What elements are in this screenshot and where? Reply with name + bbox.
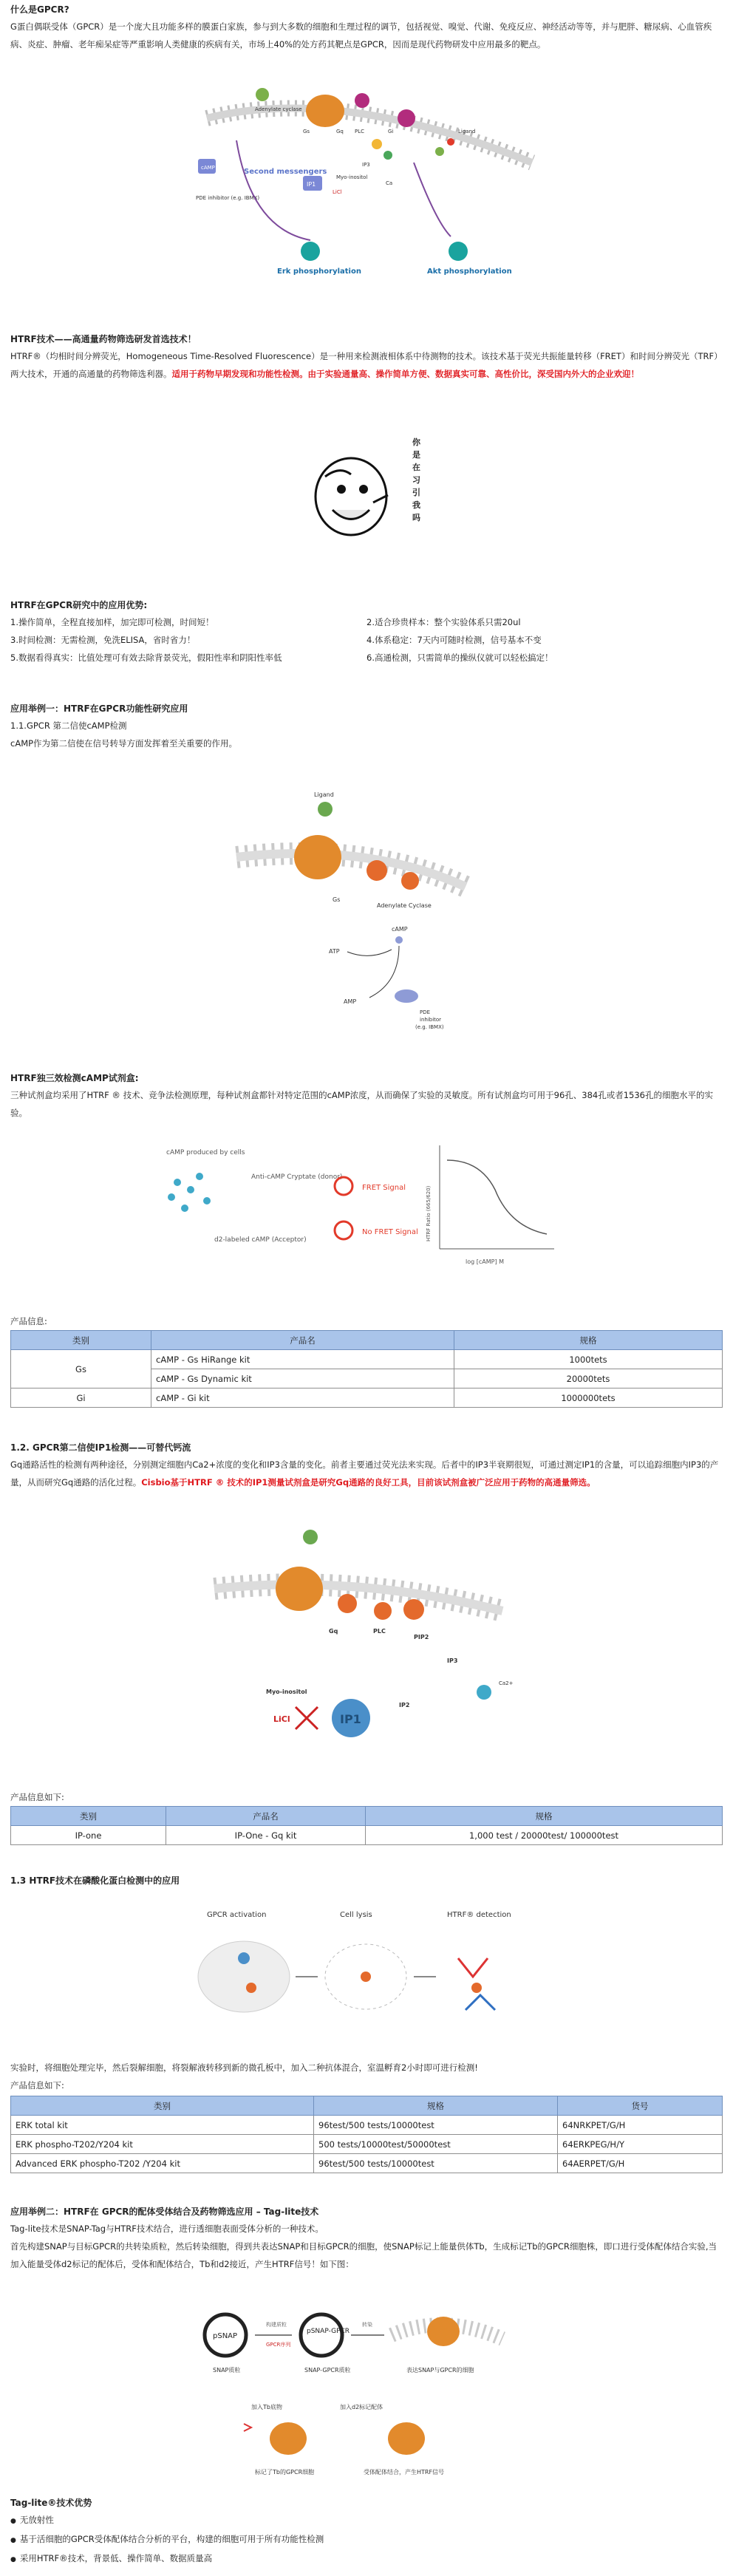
svg-text:LiCl: LiCl	[273, 1714, 290, 1724]
meme-image	[310, 436, 429, 547]
table-row: Advanced ERK phospho-T202 /Y204 kit 96test/500 tests/10000test 64AERPET/G/H	[11, 2154, 723, 2173]
receptor-shape	[294, 835, 341, 879]
svg-text:AMP: AMP	[344, 998, 357, 1005]
meme-caption: 你是在习引我吗	[412, 437, 420, 522]
membrane	[207, 109, 532, 163]
section-what-is-gpcr	[10, 1, 723, 53]
svg-text:IP3: IP3	[362, 162, 370, 168]
svg-text:IP1: IP1	[307, 181, 316, 188]
svg-text:pSNAP-GPCR: pSNAP-GPCR	[307, 2328, 350, 2335]
advantage-item: ● 无放射性	[10, 2511, 723, 2530]
section-title: Tag-lite®技术优势	[10, 2498, 92, 2508]
advantage-item: ● 采用HTRF®技术，背景低、操作简单、数据质量高	[10, 2549, 723, 2569]
gpcr-pathway-figure	[192, 74, 539, 303]
taglite-workflow-figure	[192, 2298, 547, 2483]
svg-text:Gq: Gq	[329, 1628, 338, 1635]
svg-text:Ca2+: Ca2+	[499, 1680, 514, 1686]
svg-text:GPCR序列: GPCR序列	[266, 2342, 291, 2348]
svg-text:(e.g. IBMX): (e.g. IBMX)	[415, 1024, 444, 1030]
svg-text:LiCl: LiCl	[333, 189, 342, 195]
section-example-2	[10, 2204, 723, 2273]
table-header-row: 类别 产品名 规格	[11, 1807, 723, 1826]
erk-circle	[301, 242, 320, 261]
svg-text:HTRF® detection: HTRF® detection	[447, 1911, 511, 1919]
table	[10, 2096, 723, 2173]
adenylate-label: Adenylate cyclase	[255, 106, 302, 112]
advantage-item: 2.适合珍贵样本：整个实验体系只需20ul	[366, 617, 521, 627]
table-caption: 产品信息如下:	[10, 1792, 64, 1802]
svg-text:cAMP produced by cells: cAMP produced by cells	[166, 1149, 245, 1156]
section-body: 首先构建SNAP与目标GPCR的共转染质粒，然后转染细胞，得到共表达SNAP和目标GPCR的细胞，使SNAP标记上能量供体Tb，生成标记Tb的GPCR细胞株，即口进行受体配体结合实验,当加入能量受体d2标记的配体后，受体和配体结合，Tb和d2接近，产生HTRF信号！如下图：	[10, 2241, 717, 2269]
section-body: 实验时，将细胞处理完毕，然后裂解细胞，将裂解液转移到新的微孔板中，加入二种抗体混合，室温孵育2小时即可进行检测!	[10, 2062, 478, 2073]
table-row: ERK phospho-T202/Y204 kit 500 tests/10000test/50000test 64ERKPEG/H/Y	[11, 2135, 723, 2154]
section-title: 什么是GPCR?	[10, 4, 69, 15]
product-table-erk	[10, 2096, 723, 2173]
svg-text:加入Tb底物: 加入Tb底物	[251, 2404, 282, 2410]
section-subtitle: 1.1.GPCR 第二信使cAMP检测	[10, 720, 127, 731]
ligand-shape	[303, 1530, 318, 1544]
svg-text:log [cAMP] M: log [cAMP] M	[466, 1258, 505, 1265]
erk-label: Erk phosphorylation	[277, 268, 361, 276]
receptor-shape	[306, 95, 344, 127]
svg-text:PDE: PDE	[420, 1009, 431, 1015]
svg-text:构建质粒: 构建质粒	[266, 2322, 287, 2328]
svg-text:表达SNAP与GPCR的细胞: 表达SNAP与GPCR的细胞	[406, 2367, 474, 2374]
svg-text:HTRF Ratio (665/620): HTRF Ratio (665/620)	[426, 1185, 432, 1241]
section-body: 三种试剂盒均采用了HTRF ® 技术、竞争法检测原理，每种试剂盒都针对特定范围的cAMP浓度，从而确保了实验的灵敏度。所有试剂盒均可用于96孔、384孔或者1536孔的细胞水平的实验。	[10, 1090, 713, 1118]
svg-text:SNAP-GPCR质粒: SNAP-GPCR质粒	[304, 2367, 351, 2374]
ip1-pathway-figure	[207, 1522, 554, 1759]
table-caption: 产品信息如下:	[10, 2080, 64, 2091]
second-messengers-label: Second messengers	[244, 168, 327, 176]
dose-response-chart	[426, 1145, 554, 1265]
advantage-item: 4.体系稳定：7天内可随时检测，信号基本不变	[366, 635, 542, 645]
gq-label: Gq	[336, 129, 344, 134]
section-body: cAMP作为第二信使在信号转导方面发挥着至关重要的作用。	[10, 738, 238, 749]
table-row: IP-one IP-One - Gq kit 1,000 test / 20000test/ 100000test	[11, 1826, 723, 1845]
section-title: HTRF技术——高通量药物筛选研发首选技术！	[10, 334, 197, 344]
svg-text:PDE inhibitor (e.g. IBMX): PDE inhibitor (e.g. IBMX)	[196, 195, 260, 201]
section-title: HTRF独三效检测cAMP试剂盒:	[10, 1073, 139, 1083]
psnap-gpcr-plasmid	[301, 2314, 342, 2356]
ligand-shape	[318, 802, 333, 817]
ligand-shape	[256, 88, 269, 101]
svg-text:Myo-inositol: Myo-inositol	[266, 1689, 307, 1695]
section-body: G蛋白偶联受体（GPCR）是一个庞大且功能多样的膜蛋白家族，参与到大多数的细胞和生理过程的调节，包括视觉、嗅觉、代谢、免疫反应、神经活动等等，并与肥胖、糖尿病、心血管疾病、炎症、肿瘤、老年痴呆症等严重影响人类健康的疾病有关，市场上40%的处方药其靶点是GPCR，因而是现代药物研发中应用最多的靶点。	[10, 21, 712, 50]
receptor-shape	[276, 1567, 323, 1611]
advantage-item: 3.时间检测：无需检测，免洗ELISA，省时省力！	[10, 635, 196, 645]
svg-text:Ligand: Ligand	[314, 791, 334, 798]
svg-text:IP3: IP3	[447, 1657, 458, 1664]
section-ip1	[10, 1439, 723, 1491]
svg-text:Gs: Gs	[333, 896, 341, 903]
table-header-row: 类别 规格 货号	[11, 2096, 723, 2116]
table-row: ERK total kit 96test/500 tests/10000test 64NRKPET/G/H	[11, 2116, 723, 2135]
svg-text:Cell lysis: Cell lysis	[340, 1911, 372, 1919]
svg-text:cAMP: cAMP	[201, 165, 215, 171]
camp-assay-figure	[155, 1138, 569, 1271]
svg-text:加入d2标记配体: 加入d2标记配体	[340, 2404, 383, 2410]
section-body: Tag-lite技术是SNAP-Tag与HTRF技术结合，进行透细胞表面受体分析的一种技术。	[10, 2224, 324, 2234]
table	[10, 1330, 723, 1408]
section-phospho-body	[10, 2059, 723, 2094]
plc-label: PLC	[355, 129, 365, 134]
gs-label: Gs	[303, 129, 310, 134]
svg-text:inhibitor: inhibitor	[420, 1017, 442, 1023]
section-title: 1.3 HTRF技术在磷酸化蛋白检测中的应用	[10, 1875, 180, 1886]
table-caption: 产品信息:	[10, 1316, 47, 1326]
svg-text:Anti-cAMP Cryptate (donor): Anti-cAMP Cryptate (donor)	[251, 1173, 343, 1181]
table	[10, 1806, 723, 1845]
svg-text:ATP: ATP	[329, 948, 340, 955]
svg-text:pSNAP: pSNAP	[213, 2332, 238, 2340]
svg-text:Adenylate Cyclase: Adenylate Cyclase	[377, 902, 432, 909]
svg-text:Ca: Ca	[386, 180, 393, 186]
svg-text:转染: 转染	[362, 2322, 372, 2328]
akt-circle	[449, 242, 468, 261]
section-phospho	[10, 1873, 723, 1889]
svg-text:PLC: PLC	[373, 1628, 386, 1635]
table-row: Gs cAMP - Gs HiRange kit 1000tets	[11, 1350, 723, 1369]
product-table-camp	[10, 1312, 723, 1408]
svg-text:Myo-inositol: Myo-inositol	[336, 174, 368, 180]
camp-dots	[168, 1173, 211, 1212]
svg-text:标记了Tb的GPCR细胞: 标记了Tb的GPCR细胞	[255, 2469, 315, 2476]
no-fret-signal-label: No FRET Signal	[362, 1228, 418, 1236]
table-header-row: 类别 产品名 规格	[11, 1331, 723, 1350]
camp-pathway-figure	[222, 783, 517, 1057]
svg-text:SNAP质粒: SNAP质粒	[213, 2367, 241, 2374]
section-title: 应用举例一：HTRF在GPCR功能性研究应用	[10, 703, 188, 714]
section-advantages	[10, 597, 723, 667]
svg-text:受体配体结合，产生HTRF信号: 受体配体结合，产生HTRF信号	[364, 2469, 445, 2476]
advantage-item: 5.数据看得真实：比值处理可有效去除背景荧光，假阳性率和阴阳性率低	[10, 652, 282, 663]
section-body: HTRF®（均相时间分辨荧光，Homogeneous Time-Resolved Fluorescence）是一种用来检测液相体系中待测物的技术。该技术基于荧光共振能量转移（FRET）和时间分辨荧光（TRF）两大技术，开通的高通量的药物筛选利器。适用于药物早期发现和功能性检测。由于实验通量高、操作简单方便、数据真实可靠、高性价比，深受国内外大的企业欢迎！	[10, 351, 723, 379]
svg-text:cAMP: cAMP	[392, 926, 408, 933]
membrane	[214, 1584, 502, 1611]
section-example-1	[10, 701, 723, 752]
gi-label: Gi	[388, 129, 394, 134]
svg-text:PIP2: PIP2	[414, 1634, 429, 1640]
akt-label: Akt phosphorylation	[427, 268, 512, 276]
section-title: HTRF在GPCR研究中的应用优势:	[10, 600, 148, 610]
section-camp-kits	[10, 1070, 723, 1122]
ligand-label: Ligand	[458, 129, 476, 134]
product-table-ip1	[10, 1788, 723, 1845]
svg-text:IP1: IP1	[340, 1712, 361, 1726]
svg-text:d2-labeled cAMP (Acceptor): d2-labeled cAMP (Acceptor)	[214, 1236, 307, 1244]
svg-text:IP2: IP2	[399, 1702, 410, 1708]
section-taglite-advantages	[10, 2495, 723, 2569]
membrane	[236, 853, 466, 887]
table-row: Gi cAMP - Gi kit 1000000tets	[11, 1388, 723, 1408]
section-title: 1.2. GPCR第二信使IP1检测——可替代钙流	[10, 1442, 191, 1453]
section-htrf-tech	[10, 331, 723, 383]
table-row: cAMP - Gs Dynamic kit 20000tets	[11, 1369, 723, 1388]
section-body: Gq通路活性的检测有两种途径，分别测定细胞内Ca2+浓度的变化和IP3含量的变化。前者主要通过荧光法来实现。后者中的IP3半衰期很短，可通过测定IP1的含量，可以追踪细胞内IP3的产量，从而研究Gq通路的活化过程。Cisbio基于HTRF ® 技术的IP1测量试剂盒是研究Gq通路的良好工具，目前该试剂盒被广泛应用于药物的高通量筛选。	[10, 1459, 719, 1488]
section-title: 应用举例二：HTRF在 GPCR的配体受体结合及药物筛选应用 – Tag-lite技术	[10, 2207, 319, 2217]
svg-text:GPCR activation: GPCR activation	[207, 1911, 267, 1919]
phospho-workflow-figure	[192, 1907, 547, 2032]
advantage-item: ● 基于活细胞的GPCR受体配体结合分析的平台，构建的细胞可用于所有功能性检测	[10, 2530, 723, 2549]
fret-signal-label: FRET Signal	[362, 1184, 406, 1192]
advantage-item: 1.操作简单，全程直接加样，加完即可检测，时间短！	[10, 617, 214, 627]
advantage-item: 6.高通检测，只需简单的操纵仪就可以轻松搞定！	[366, 652, 553, 663]
